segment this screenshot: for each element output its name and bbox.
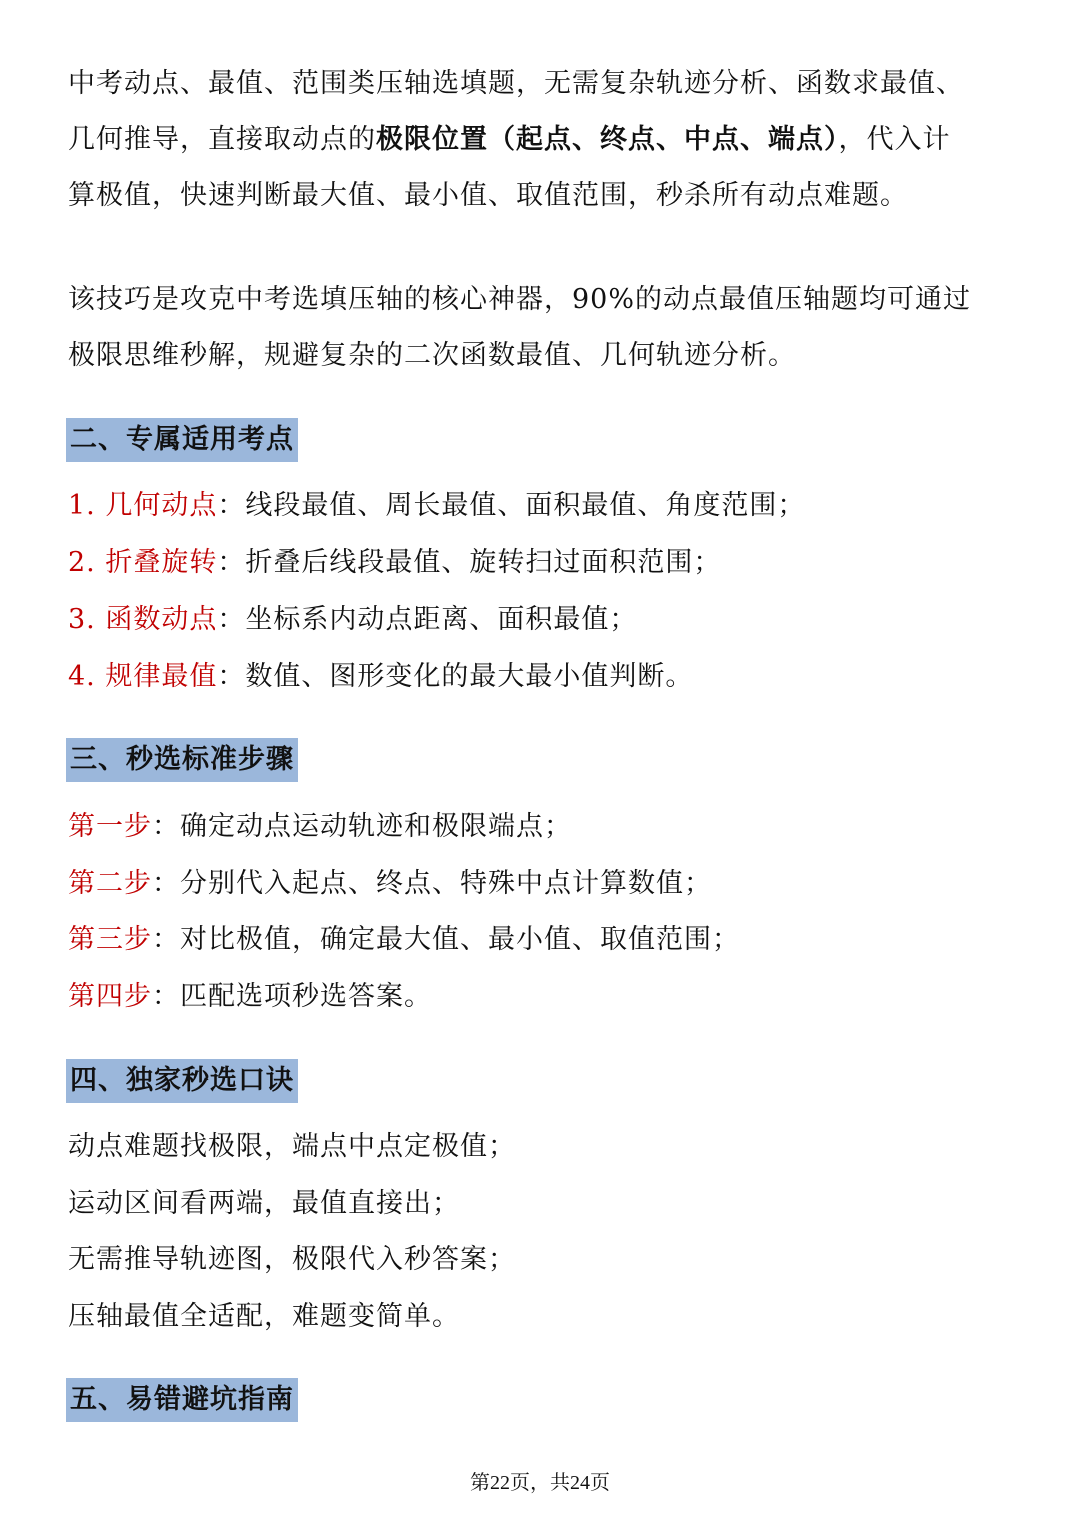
intro-line-2-emphasis: 极限位置（起点、终点、中点、端点） — [376, 124, 839, 155]
page-number-footer: 第22页，共24页 — [470, 1472, 610, 1494]
section-2-item-text: ：坐标系内动点距离、面积最值； — [217, 604, 638, 635]
section-2-item — [68, 602, 1028, 638]
section-2-item-label: 4. 规律最值 — [68, 661, 218, 692]
section-4-verse-line: 运动区间看两端，最值直接出； — [68, 1188, 460, 1219]
section-2-item — [68, 545, 1028, 581]
section-2-item-label: 1. 几何动点 — [68, 490, 218, 521]
section-3-step — [68, 809, 1028, 845]
section-4-verse-line: 压轴最值全适配，难题变简单。 — [68, 1301, 460, 1332]
intro-line-1: 中考动点、最值、范围类压轴选填题，无需复杂轨迹分析、函数求最值、 — [68, 68, 964, 99]
section-2-item-text: ：线段最值、周长最值、面积最值、角度范围； — [217, 490, 806, 521]
section-3-step-label: 第三步 — [68, 924, 152, 955]
section-3-heading: 三、秒选标准步骤 — [66, 738, 298, 782]
intro-line-3: 算极值，快速判断最大值、最小值、取值范围，秒杀所有动点难题。 — [68, 180, 908, 211]
section-4-verse-line: 无需推导轨迹图，极限代入秒答案； — [68, 1244, 516, 1275]
section-3-step-text: ：匹配选项秒选答案。 — [152, 981, 432, 1012]
section-2-item — [68, 488, 1028, 524]
section-2-item-label: 2. 折叠旋转 — [68, 547, 218, 578]
section-2-item — [68, 659, 1028, 695]
section-2-item-label: 3. 函数动点 — [68, 604, 218, 635]
section-3-step-text: ：分别代入起点、终点、特殊中点计算数值； — [152, 868, 712, 899]
section-2-item-text: ：折叠后线段最值、旋转扫过面积范围； — [217, 547, 722, 578]
section-2-heading: 二、专属适用考点 — [66, 418, 298, 462]
section-3-step — [68, 979, 1028, 1015]
section-3-step-text: ：确定动点运动轨迹和极限端点； — [152, 811, 572, 842]
intro2-line-1: 该技巧是攻克中考选填压轴的核心神器，90%的动点最值压轴题均可通过 — [68, 284, 972, 315]
section-4-verse-line: 动点难题找极限，端点中点定极值； — [68, 1131, 516, 1162]
section-4-heading: 四、独家秒选口诀 — [66, 1059, 298, 1103]
section-5-heading: 五、易错避坑指南 — [66, 1378, 298, 1422]
intro-line-2-suffix: ，代入计 — [838, 124, 951, 155]
section-2-item-text: ：数值、图形变化的最大最小值判断。 — [217, 661, 694, 692]
intro2-line-2: 极限思维秒解，规避复杂的二次函数最值、几何轨迹分析。 — [68, 340, 796, 371]
section-3-step-text: ：对比极值，确定最大值、最小值、取值范围； — [152, 924, 740, 955]
section-3-step-label: 第四步 — [68, 981, 152, 1012]
intro-line-2-prefix: 几何推导，直接取动点的 — [68, 124, 376, 155]
section-3-step-label: 第一步 — [68, 811, 152, 842]
intro-line-2 — [68, 122, 1028, 158]
section-3-step — [68, 922, 1028, 958]
section-3-step — [68, 866, 1028, 902]
section-3-step-label: 第二步 — [68, 868, 152, 899]
